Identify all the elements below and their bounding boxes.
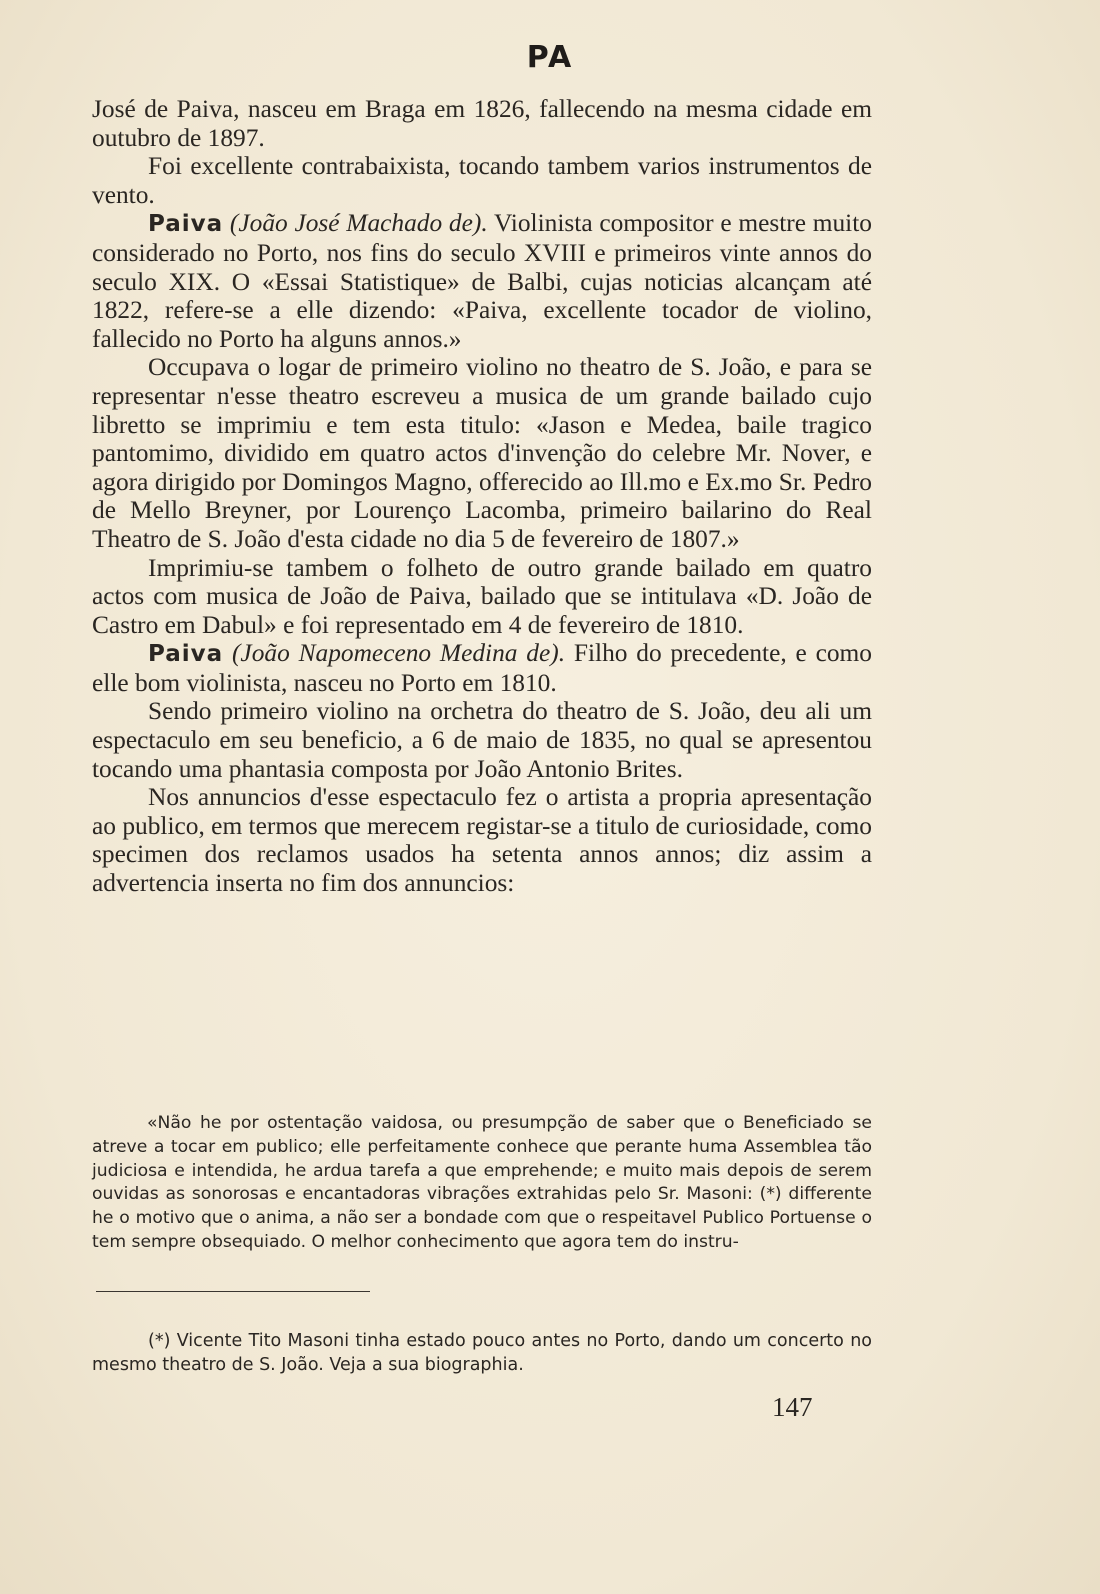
paragraph-annuncios: Nos annuncios d'esse espectaculo fez o artista a propria apresentação ao publico, em termos que merecem registar-se a titulo de curiosidade, como specimen dos reclamos usados ha setenta annos annos; diz assim a advertencia inserta no fim dos annuncios: xyxy=(92,783,872,898)
main-text xyxy=(92,95,872,898)
quote-text: «Não he por ostentação vaidosa, ou presumpção de saber que o Beneficiado se atreve a tocar em publico; elle perfeitamente conhece que perante huma Assemblea tão judiciosa e intendida, he ardua tarefa a que emprehende; e muito mais depois de serem ouvidas as sonorosas e encantadoras vibrações extrahidas pelo Sr. Masoni: (*) differente he o motivo que o anima, a não ser a bondade com que o respeitavel Publico Portuense o tem sempre obsequiado. O melhor conhecimento que agora tem do instru- xyxy=(92,1113,872,1252)
running-header: PA xyxy=(526,40,574,75)
entry-headword: Paiva xyxy=(148,641,224,668)
footnote-text: (*) Vicente Tito Masoni tinha estado pouco antes no Porto, dando um concerto no mesmo theatro de S. João. Veja a sua biographia. xyxy=(92,1331,872,1375)
entry-text: Violinista compositor e mestre muito considerado no Porto, nos fins do seculo XVIII e primeiros vinte annos do seculo XIX. O «Essai Statistique» de Balbi, cujas noticias alcançam até 1822, refere-se a elle dizendo: «Paiva, excellente tocador de violino, fallecido no Porto ha alguns annos.» xyxy=(92,209,872,353)
entry-joao-napomeceno xyxy=(92,639,872,697)
entry-name: (João Napomeceno Medina de). xyxy=(231,639,566,668)
paragraph-sendo: Sendo primeiro violino na orchetra do theatro de S. João, deu ali um espectaculo em seu beneficio, a 6 de maio de 1835, no qual se apresentou tocando uma phantasia composta por João Antonio Brites. xyxy=(92,697,872,783)
paragraph-jose-de-paiva: José de Paiva, nasceu em Braga em 1826, fallecendo na mesma cidade em outubro de 1897. xyxy=(92,95,872,152)
entry-headword: Paiva xyxy=(148,211,224,238)
entry-text: Filho do precedente, e como elle bom violinista, nasceu no Porto em 1810. xyxy=(92,639,872,697)
paragraph-imprimiu: Imprimiu-se tambem o folheto de outro grande bailado em quatro actos com musica de João de Paiva, bailado que se intitulava «D. João de Castro em Dabul» e foi representado em 4 de fevereiro de 1810. xyxy=(92,553,872,639)
page-number: 147 xyxy=(772,1392,813,1422)
entry-name: (João José Machado de). xyxy=(229,209,488,238)
paragraph-occupava: Occupava o logar de primeiro violino no theatro de S. João, e para se representar n'esse theatro escreveu a musica de um grande bailado cujo libretto se imprimiu e tem esta titulo: «Jason e Medea, baile tragico pantomimo, dividido em quatro actos d'invenção do celebre Mr. Nover, e agora dirigido por Domingos Magno, offerecido ao Ill.mo e Ex.mo Sr. Pedro de Mello Breyner, por Lourenço Lacomba, primeiro bailarino do Real Theatro de S. João d'esta cidade no dia 5 de fevereiro de 1807.» xyxy=(92,353,872,553)
paragraph-contrabaixista: Foi excellente contrabaixista, tocando tambem varios instrumentos de vento. xyxy=(92,152,872,209)
entry-joao-jose-machado xyxy=(92,209,872,353)
footnote xyxy=(92,1330,872,1377)
quoted-advertisement xyxy=(92,1112,872,1255)
footnote-divider xyxy=(96,1291,370,1292)
